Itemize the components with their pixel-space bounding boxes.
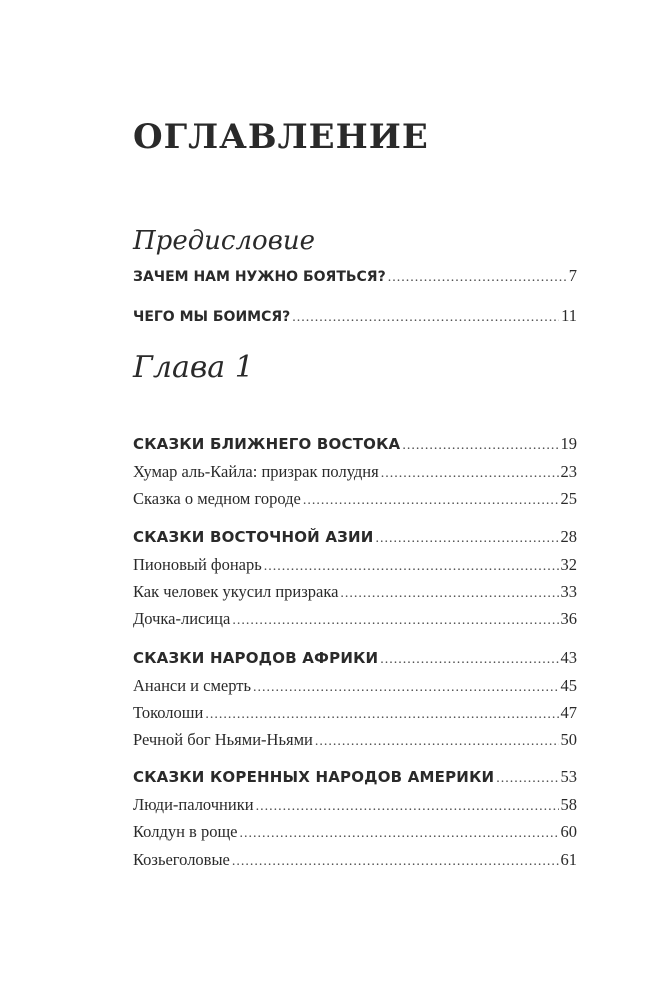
dot-leader: [205, 707, 558, 723]
toc-entry-page: 25: [560, 489, 577, 508]
dot-leader: [253, 680, 559, 696]
toc-entry[interactable]: [133, 555, 577, 579]
toc-entry[interactable]: [133, 703, 577, 727]
toc-entry[interactable]: [133, 609, 577, 633]
toc-section-label: СКАЗКИ КОРЕННЫХ НАРОДОВ АМЕРИКИ: [133, 768, 495, 786]
toc-section-page: 53: [560, 767, 577, 786]
dot-leader: [315, 734, 559, 750]
toc-entry[interactable]: [133, 822, 577, 846]
dot-leader: [376, 531, 559, 547]
toc-entry[interactable]: [133, 676, 577, 700]
toc-entry-page: 33: [560, 582, 577, 601]
toc-entry-label: Пионовый фонарь: [133, 555, 262, 574]
toc-entry-label: Козьеголовые: [133, 850, 230, 869]
toc-entry[interactable]: [133, 462, 577, 486]
toc-entry[interactable]: [133, 489, 577, 513]
dot-leader: [388, 270, 567, 286]
toc-entry-page: 23: [560, 462, 577, 481]
page-title: ОГЛАВЛЕНИЕ: [133, 117, 429, 157]
toc-section-east-asia[interactable]: [133, 527, 577, 551]
toc-entry-page: 50: [560, 730, 577, 749]
toc-section-page: 28: [560, 527, 577, 546]
toc-entry-label: Сказка о медном городе: [133, 489, 301, 508]
toc-entry-label: Дочка-лисица: [133, 609, 231, 628]
dot-leader: [232, 854, 559, 870]
dot-leader: [292, 310, 559, 326]
toc-entry-page: 32: [560, 555, 577, 574]
dot-leader: [496, 771, 558, 787]
chapter-heading: Глава 1: [133, 350, 254, 385]
toc-entry-page: 47: [560, 703, 577, 722]
toc-entry-page: 11: [561, 306, 577, 325]
toc-entry-preface-1[interactable]: [133, 266, 577, 290]
toc-entry-page: 58: [560, 795, 577, 814]
toc-entry-label: ЗАЧЕМ НАМ НУЖНО БОЯТЬСЯ?: [133, 269, 386, 285]
toc-entry-label: Люди-палочники: [133, 795, 254, 814]
dot-leader: [402, 438, 558, 454]
toc-section-africa[interactable]: [133, 648, 577, 672]
toc-section-page: 19: [560, 434, 577, 453]
toc-entry[interactable]: [133, 582, 577, 606]
toc-entry-page: 45: [560, 676, 577, 695]
toc-section-label: СКАЗКИ НАРОДОВ АФРИКИ: [133, 649, 379, 667]
toc-section-americas[interactable]: [133, 767, 577, 791]
toc-entry[interactable]: [133, 850, 577, 874]
dot-leader: [380, 652, 558, 668]
dot-leader: [303, 493, 559, 509]
toc-section-page: 43: [560, 648, 577, 667]
toc-entry-label: ЧЕГО МЫ БОИМСЯ?: [133, 309, 291, 325]
toc-entry-preface-2[interactable]: [133, 306, 577, 330]
dot-leader: [264, 559, 559, 575]
dot-leader: [381, 466, 559, 482]
dot-leader: [340, 586, 558, 602]
toc-section-middle-east[interactable]: [133, 434, 577, 458]
dot-leader: [240, 826, 559, 842]
toc-entry-page: 60: [560, 822, 577, 841]
toc-entry-page: 7: [568, 266, 577, 285]
toc-entry-label: Токолоши: [133, 703, 204, 722]
preface-heading: Предисловие: [133, 226, 315, 256]
toc-entry-label: Колдун в роще: [133, 822, 238, 841]
toc-entry[interactable]: [133, 795, 577, 819]
toc-entry-label: Хумар аль-Кайла: призрак полудня: [133, 462, 379, 481]
dot-leader: [232, 613, 558, 629]
toc-entry[interactable]: [133, 730, 577, 754]
toc-entry-label: Речной бог Ньями-Ньями: [133, 730, 313, 749]
toc-entry-label: Ананси и смерть: [133, 676, 251, 695]
toc-entry-label: Как человек укусил призрака: [133, 582, 339, 601]
toc-entry-page: 61: [560, 850, 577, 869]
toc-entry-page: 36: [560, 609, 577, 628]
toc-section-label: СКАЗКИ БЛИЖНЕГО ВОСТОКА: [133, 435, 401, 453]
dot-leader: [256, 799, 559, 815]
toc-section-label: СКАЗКИ ВОСТОЧНОЙ АЗИИ: [133, 528, 374, 546]
